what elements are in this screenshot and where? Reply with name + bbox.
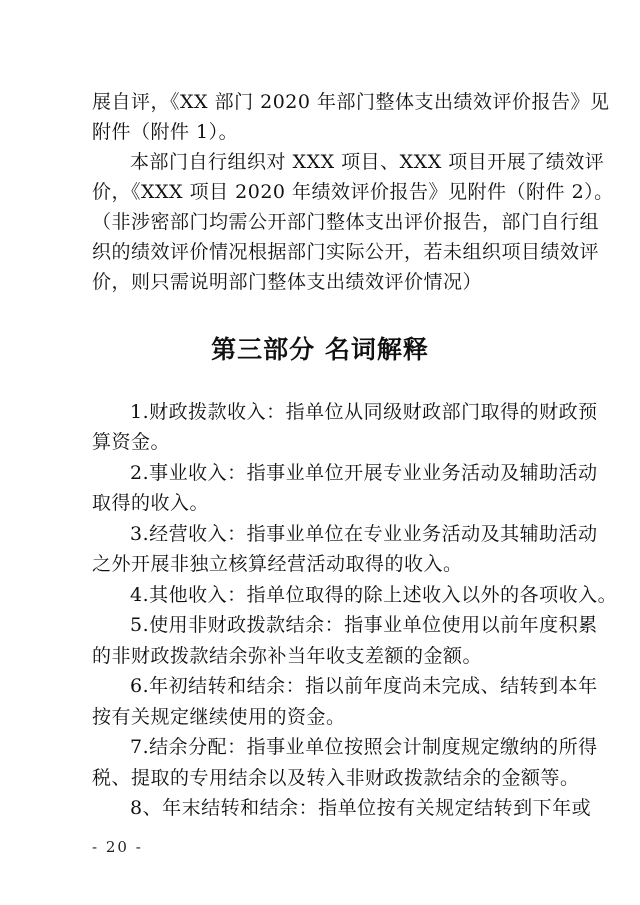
paragraph-line: 价，《XXX 项目 2020 年绩效评价报告》见附件（附件 2）。: [92, 181, 614, 203]
definition-line: 1.财政拨款收入：指单位从同级财政部门取得的财政预: [130, 401, 598, 423]
section-title: 第三部分 名词解释: [211, 335, 429, 364]
paragraph-line: 展自评，《XX 部门 2020 年部门整体支出绩效评价报告》见: [92, 91, 610, 113]
definition-line: 4.其他收入：指单位取得的除上述收入以外的各项收入。: [130, 584, 618, 606]
definition-line: 2.事业收入：指事业单位开展专业业务活动及辅助活动: [130, 462, 598, 484]
paragraph-line: （非涉密部门均需公开部门整体支出评价报告，部门自行组: [92, 211, 600, 233]
definition-line: 税、提取的专用结余以及转入非财政拨款结余的金额等。: [92, 767, 580, 789]
definition-line: 6.年初结转和结余：指以前年度尚未完成、结转到本年: [130, 675, 598, 697]
page-number: - 20 -: [92, 838, 143, 856]
definition-line: 按有关规定继续使用的资金。: [92, 706, 346, 728]
paragraph-line: 本部门自行组织对 XXX 项目、XXX 项目开展了绩效评: [130, 151, 605, 173]
paragraph-line: 织的绩效评价情况根据部门实际公开，若未组织项目绩效评: [92, 241, 600, 263]
definition-line: 7.结余分配：指事业单位按照会计制度规定缴纳的所得: [130, 736, 598, 758]
definition-line: 算资金。: [92, 431, 171, 453]
definition-line: 8、年末结转和结余：指单位按有关规定结转到下年或: [130, 797, 592, 819]
definition-line: 3.经营收入：指事业单位在专业业务活动及其辅助活动: [130, 523, 598, 545]
definition-line: 5.使用非财政拨款结余：指事业单位使用以前年度积累: [130, 614, 598, 636]
definition-line: 取得的收入。: [92, 492, 210, 514]
definition-line: 之外开展非独立核算经营活动取得的收入。: [92, 553, 463, 575]
paragraph-line: 价，则只需说明部门整体支出绩效评价情况）: [92, 271, 483, 293]
paragraph-line: 附件（附件 1）。: [92, 121, 239, 143]
definition-line: 的非财政拨款结余弥补当年收支差额的金额。: [92, 645, 483, 667]
